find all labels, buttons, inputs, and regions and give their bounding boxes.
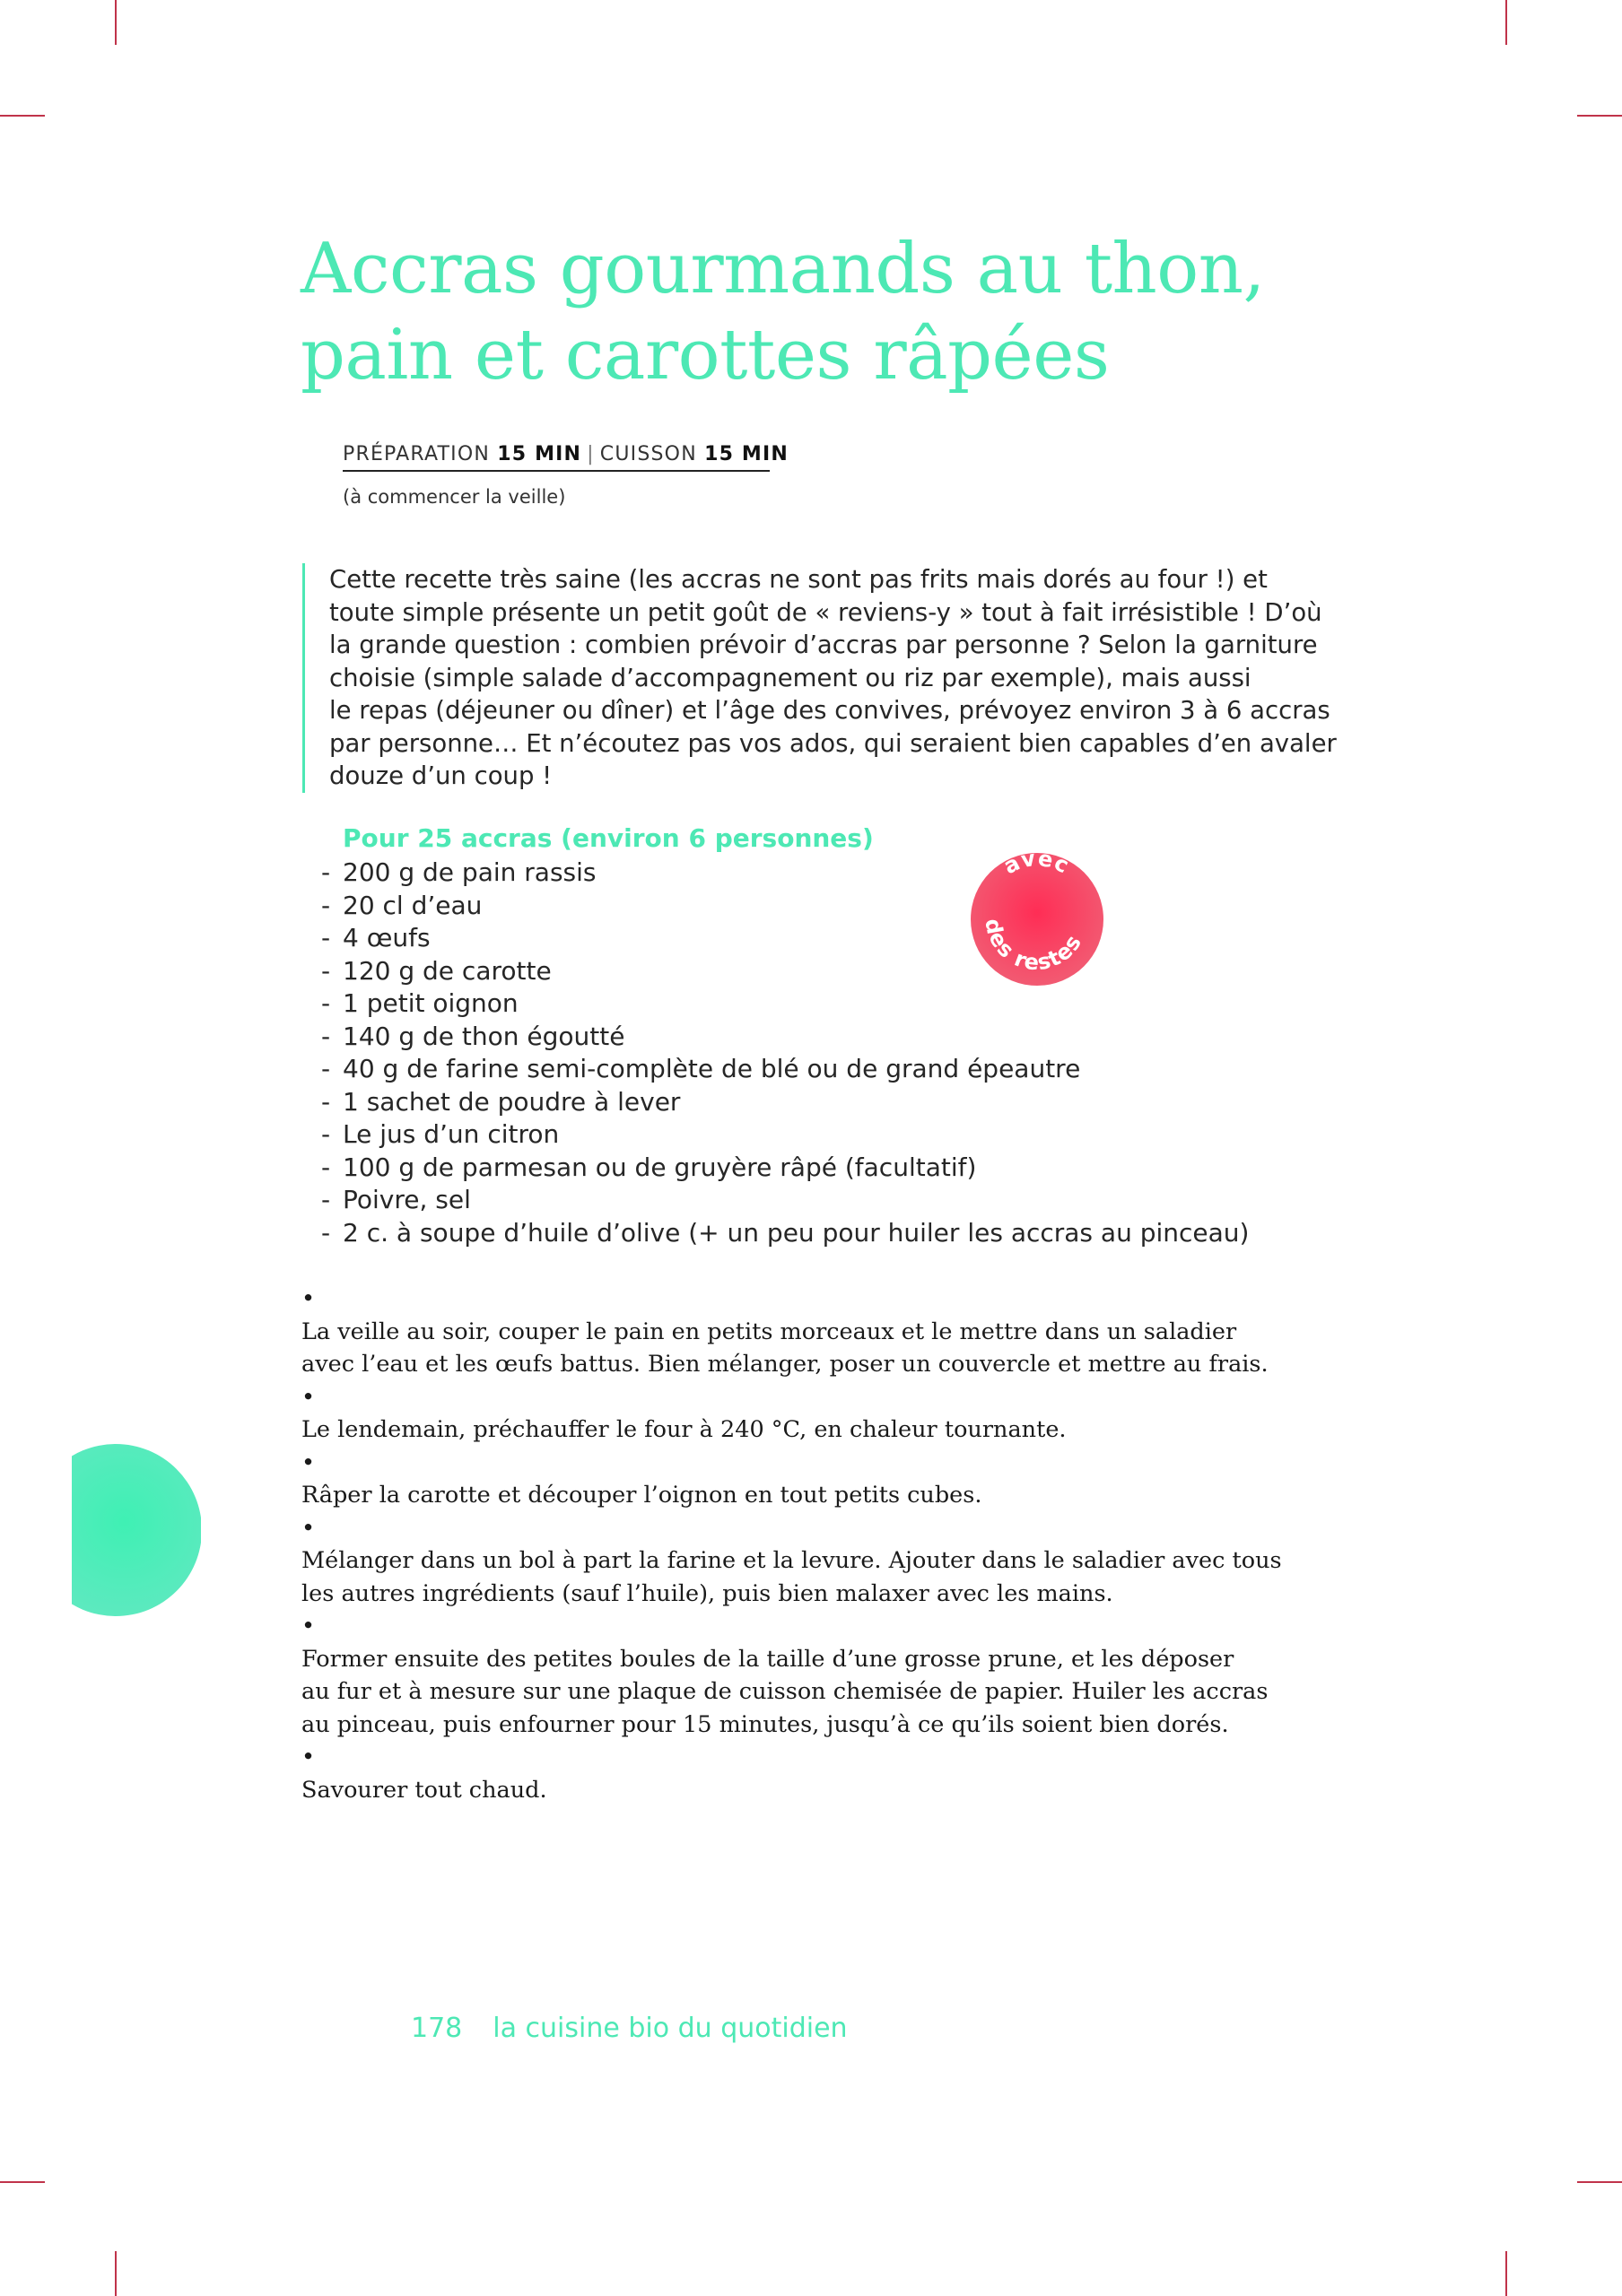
step-line	[301, 1381, 1282, 1447]
ingredient-item	[321, 890, 1249, 923]
ingredient-text: Le jus d’un citron	[343, 1119, 560, 1149]
step-line	[301, 1709, 1282, 1742]
crop-mark	[1577, 115, 1622, 117]
recipe-title-line: Accras gourmands au thon,	[301, 229, 1265, 309]
ingredient-text: 40 g de farine semi-complète de blé ou de grand épeautre	[343, 1054, 1081, 1083]
ingredient-text: 20 cl d’eau	[343, 890, 483, 920]
ingredient-text: 1 sachet de poudre à lever	[343, 1086, 681, 1117]
step-line	[301, 1447, 1282, 1512]
ingredient-dash: -	[321, 923, 331, 952]
step-line	[301, 1741, 1282, 1806]
step-bullet: •	[301, 1285, 316, 1312]
page-footer	[411, 2013, 848, 2044]
intro-line: le repas (déjeuner ou dîner) et l’âge des convives, prévoyez environ 3 à 6 accras	[329, 696, 1330, 725]
ingredient-text: 1 petit oignon	[343, 988, 519, 1018]
step-bullet: •	[301, 1383, 316, 1411]
intro-line: douze d’un coup !	[329, 761, 553, 790]
ingredients-list	[321, 857, 1249, 1249]
ingredient-dash: -	[321, 1152, 331, 1182]
intro-line: par personne… Et n’écoutez pas vos ados, qui seraient bien capables d’en avaler	[329, 728, 1337, 758]
prep-label: PRÉPARATION	[343, 443, 490, 465]
ingredient-text: 2 c. à soupe d’huile d’olive (+ un peu pour huiler les accras au pinceau)	[343, 1217, 1250, 1248]
step-bullet: •	[301, 1448, 316, 1476]
cook-value: 15 MIN	[704, 443, 789, 465]
step-line	[301, 1578, 1282, 1611]
intro-line: Cette recette très saine (les accras ne sont pas frits mais dorés au four !) et	[329, 565, 1268, 594]
ingredient-text: 100 g de parmesan ou de gruyère râpé (facultatif)	[343, 1152, 977, 1182]
crop-mark	[0, 2181, 45, 2183]
ingredient-text: Poivre, sel	[343, 1185, 471, 1214]
ingredient-item	[321, 922, 1249, 955]
step-text: au pinceau, puis enfourner pour 15 minutes, jusqu’à ce qu’ils soient bien dorés.	[301, 1710, 1229, 1738]
step-line	[301, 1512, 1282, 1578]
ingredient-dash: -	[321, 1021, 331, 1051]
ingredient-text: 200 g de pain rassis	[343, 857, 597, 887]
method-steps	[301, 1283, 1282, 1806]
cook-label: CUISSON	[599, 443, 697, 465]
ingredient-text: 4 œufs	[343, 923, 431, 952]
intro-line: toute simple présente un petit goût de « reviens-y » tout à fait irrésistible ! D’où	[329, 597, 1322, 627]
step-line	[301, 1610, 1282, 1675]
step-text: Mélanger dans un bol à part la farine et la levure. Ajouter dans le saladier avec tous	[301, 1547, 1282, 1574]
ingredient-item	[321, 987, 1249, 1021]
step-text: Râper la carotte et découper l’oignon en tout petits cubes.	[301, 1482, 982, 1509]
ingredient-item	[321, 1184, 1249, 1217]
crop-mark	[1505, 0, 1507, 45]
ingredient-dash: -	[321, 1217, 331, 1248]
timing-note: (à commencer la veille)	[343, 486, 566, 508]
ingredient-dash: -	[321, 1119, 331, 1149]
step-line	[301, 1283, 1282, 1348]
badge-text-bottom: des restes	[980, 917, 1087, 976]
step-line	[301, 1348, 1282, 1381]
step-text: Savourer tout chaud.	[301, 1776, 547, 1804]
step-text: Le lendemain, préchauffer le four à 240 °C, en chaleur tournante.	[301, 1416, 1067, 1443]
recipe-title	[301, 226, 1265, 398]
step-text: les autres ingrédients (sauf l’huile), puis bien malaxer avec les mains.	[301, 1579, 1113, 1607]
step-text: Former ensuite des petites boules de la taille d’une grosse prune, et les déposer	[301, 1645, 1234, 1673]
step-text: au fur et à mesure sur une plaque de cuisson chemisée de papier. Huiler les accras	[301, 1678, 1269, 1705]
step-bullet: •	[301, 1744, 316, 1770]
badge-text-top: avec	[999, 852, 1074, 880]
timing-info	[343, 443, 789, 472]
page-number: 178	[411, 2013, 463, 2044]
ingredient-dash: -	[321, 1185, 331, 1214]
crop-mark	[115, 0, 117, 45]
ingredients-title: Pour 25 accras (environ 6 personnes)	[343, 823, 874, 853]
step-line	[301, 1675, 1282, 1709]
leftovers-badge-icon	[970, 852, 1104, 987]
intro-line: la grande question : combien prévoir d’accras par personne ? Selon la garniture	[329, 631, 1318, 659]
ingredient-item	[321, 1053, 1249, 1086]
recipe-title-line: pain et carottes râpées	[301, 315, 1110, 396]
crop-mark	[1577, 2181, 1622, 2183]
ingredient-dash: -	[321, 890, 331, 920]
ingredient-text: 140 g de thon égoutté	[343, 1021, 625, 1051]
timing-separator: |	[587, 443, 595, 465]
ingredient-item	[321, 1152, 1249, 1185]
intro-line: choisie (simple salade d’accompagnement ou riz par exemple), mais aussi	[329, 663, 1251, 692]
ingredient-item	[321, 955, 1249, 988]
step-text: La veille au soir, couper le pain en petits morceaux et le mettre dans un saladier	[301, 1318, 1237, 1345]
step-bullet: •	[301, 1514, 316, 1542]
ingredient-item	[321, 1118, 1249, 1152]
step-bullet: •	[301, 1613, 316, 1639]
crop-mark	[115, 2251, 117, 2296]
ingredient-item	[321, 1021, 1249, 1054]
intro-paragraph	[302, 563, 1337, 793]
decorative-circle	[72, 1444, 201, 1616]
ingredient-dash: -	[321, 955, 331, 986]
ingredient-item	[321, 857, 1249, 890]
book-title: la cuisine bio du quotidien	[493, 2013, 848, 2044]
ingredient-dash: -	[321, 857, 331, 887]
ingredient-item	[321, 1086, 1249, 1119]
crop-mark	[0, 115, 45, 117]
ingredient-item	[321, 1217, 1249, 1250]
ingredient-dash: -	[321, 988, 331, 1018]
ingredient-dash: -	[321, 1086, 331, 1117]
crop-mark	[1505, 2251, 1507, 2296]
ingredient-text: 120 g de carotte	[343, 955, 552, 986]
prep-value: 15 MIN	[497, 443, 582, 465]
ingredient-dash: -	[321, 1054, 331, 1083]
step-text: avec l’eau et les œufs battus. Bien mélanger, poser un couvercle et mettre au frais.	[301, 1351, 1269, 1378]
